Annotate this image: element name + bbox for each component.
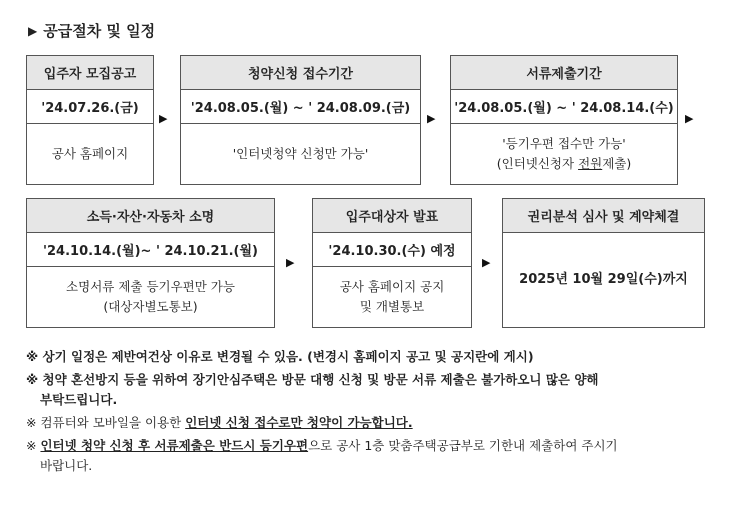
arrow-right-icon: ▶ — [159, 112, 168, 125]
step-6-body — [503, 233, 704, 327]
step-3-body-line-1: '등기우편 접수만 가능' — [502, 136, 626, 151]
step-5-header: 입주대상자 발표 — [313, 199, 471, 233]
step-3-box — [450, 55, 678, 185]
step-5-date: '24.10.30.(수) 예정 — [313, 233, 471, 267]
step-1-body-line-1: 공사 홈페이지 — [51, 146, 129, 161]
step-6-body-line-1: 2025년 10월 29일(수)까지 — [519, 272, 688, 287]
notes-section — [26, 347, 716, 479]
arrow-right-icon: ▶ — [685, 112, 694, 125]
step-5-body-line-1: 공사 홈페이지 공지 — [339, 279, 445, 294]
step-4-date: '24.10.14.(월)~ ' 24.10.21.(월) — [27, 233, 274, 267]
section-title — [28, 20, 155, 41]
step-3-body-line-2: (인터넷신청자 전원제출) — [496, 156, 632, 171]
step-2-body-line-1: '인터넷청약 신청만 가능' — [232, 146, 369, 161]
step-2-body — [181, 124, 420, 184]
step-1-header: 입주자 모집공고 — [27, 56, 153, 90]
section-title-text: 공급절차 및 일정 — [43, 22, 156, 40]
step-6-header: 권리분석 심사 및 계약체결 — [503, 199, 704, 233]
step-5-body-line-2: 및 개별통보 — [359, 299, 425, 314]
step-4-body-line-1: 소명서류 제출 등기우편만 가능 — [66, 279, 235, 294]
step-1-body — [27, 124, 153, 184]
note-3: ※ 컴퓨터와 모바일을 이용한 인터넷 신청 접수로만 청약이 가능합니다. — [26, 415, 413, 430]
triangle-marker-icon: ▶ — [28, 23, 38, 38]
step-5-body — [313, 267, 471, 327]
note-2: ※ 청약 혼선방지 등을 위하여 장기안심주택은 방문 대행 신청 및 방문 서류 제출은 불가하오니 많은 양해 부탁드립니다. — [26, 372, 599, 407]
arrow-right-icon: ▶ — [286, 256, 295, 269]
step-2-box — [180, 55, 421, 185]
step-4-body-line-2: (대상자별도통보) — [103, 299, 198, 314]
step-6-box — [502, 198, 705, 328]
arrow-right-icon: ▶ — [482, 256, 491, 269]
step-4-box — [26, 198, 275, 328]
step-3-date: '24.08.05.(월) ~ ' 24.08.14.(수) — [451, 90, 677, 124]
arrow-right-icon: ▶ — [427, 112, 436, 125]
step-2-date: '24.08.05.(월) ~ ' 24.08.09.(금) — [181, 90, 420, 124]
step-1-date: '24.07.26.(금) — [27, 90, 153, 124]
step-5-box — [312, 198, 472, 328]
note-4: ※ 인터넷 청약 신청 후 서류제출은 반드시 등기우편으로 공사 1층 맞춤주택공급부로 기한내 제출하여 주시기 바랍니다. — [26, 438, 618, 473]
step-4-body — [27, 267, 274, 327]
step-2-header: 청약신청 접수기간 — [181, 56, 420, 90]
step-1-box — [26, 55, 154, 185]
step-3-body — [451, 124, 677, 184]
step-4-header: 소득·자산·자동차 소명 — [27, 199, 274, 233]
note-1: ※ 상기 일정은 제반여건상 이유로 변경될 수 있음. (변경시 홈페이지 공고 및 공지란에 게시) — [26, 349, 534, 364]
step-3-header: 서류제출기간 — [451, 56, 677, 90]
